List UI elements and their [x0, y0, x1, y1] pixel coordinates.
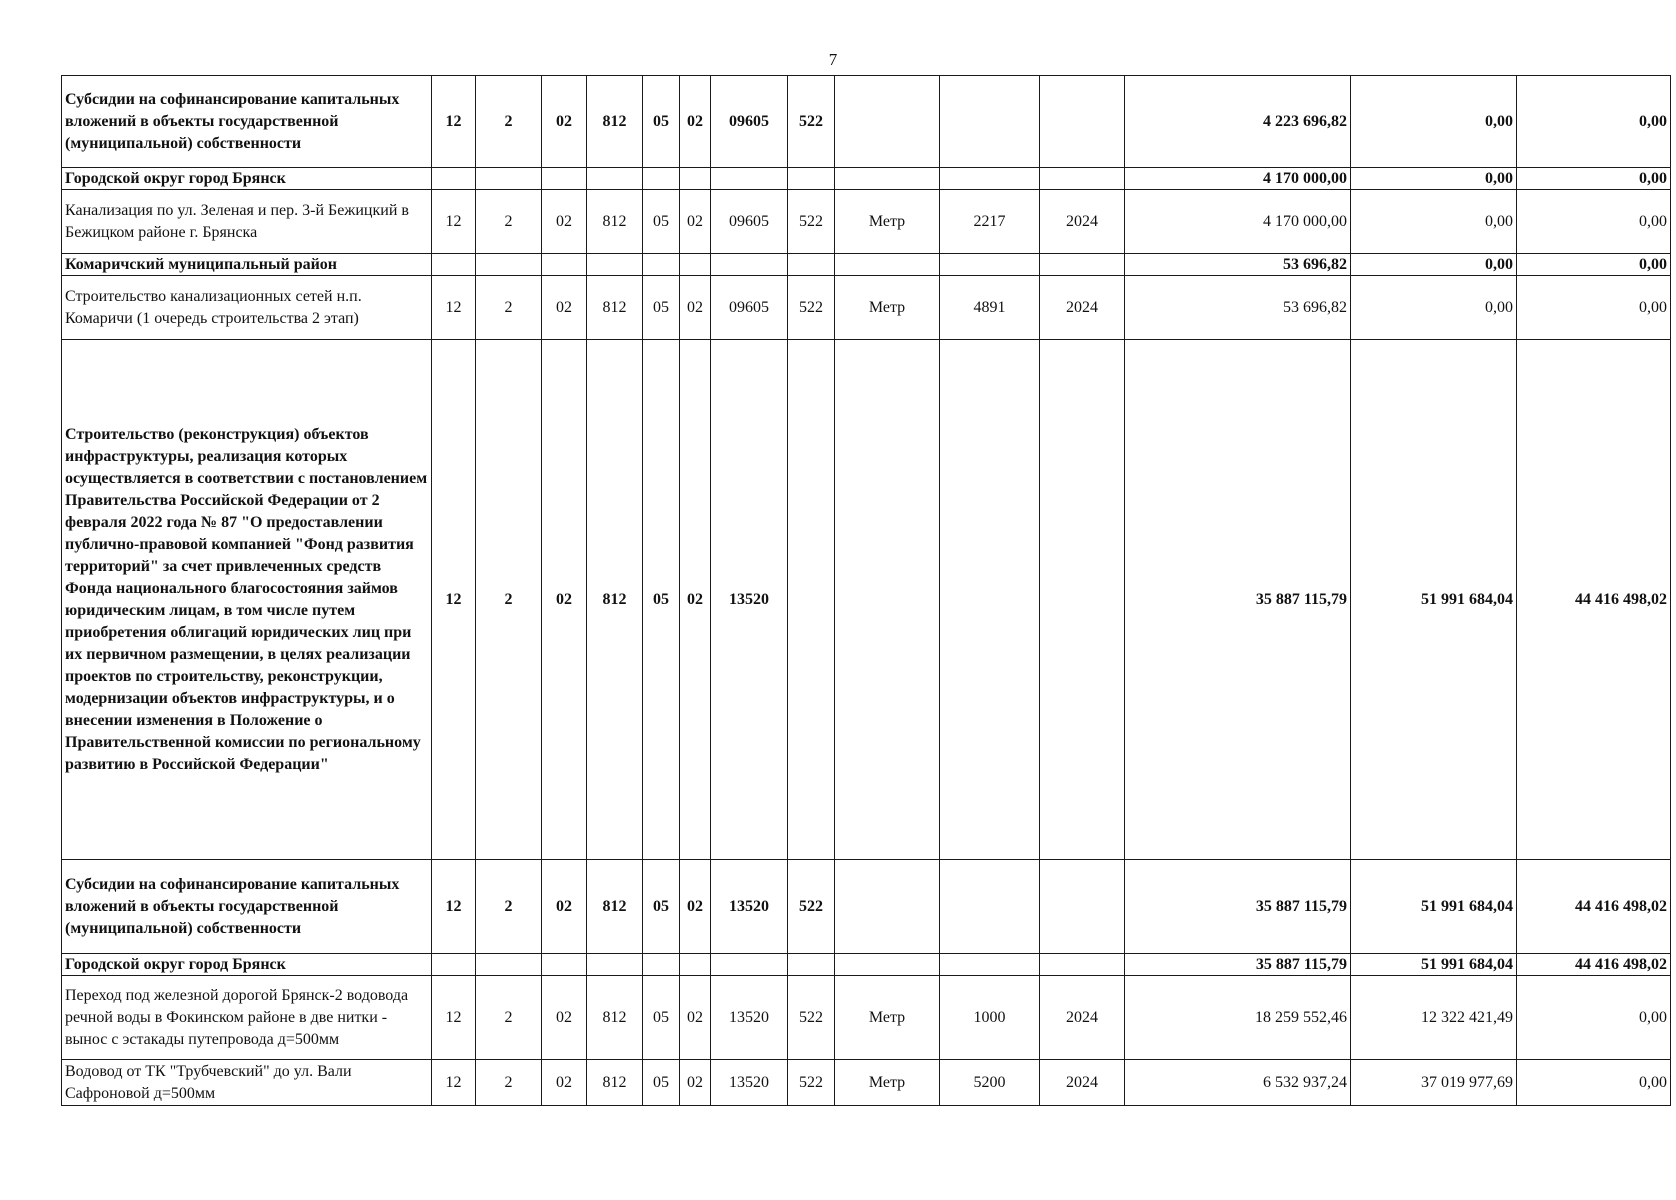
code-section: 05 [643, 190, 680, 254]
amount-year-3: 0,00 [1517, 976, 1671, 1060]
code-activity: 02 [542, 276, 587, 340]
amount-year-3: 44 416 498,02 [1517, 340, 1671, 860]
code-subprogram: 2 [476, 860, 542, 954]
amount-year-1: 18 259 552,46 [1125, 976, 1351, 1060]
code-gp: 12 [432, 976, 476, 1060]
row-name: Субсидии на софинансирование капитальных вложений в объекты государственной (муниципальной) собственности [62, 76, 432, 168]
row-name: Строительство канализационных сетей н.п. Комаричи (1 очередь строительства 2 этап) [62, 276, 432, 340]
table-row [62, 190, 1671, 254]
year-cell: 2024 [1040, 190, 1125, 254]
code-activity: 02 [542, 76, 587, 168]
code-gr: 812 [587, 276, 643, 340]
code-direction [711, 954, 788, 976]
code-expense-type: 522 [788, 190, 835, 254]
table-row [62, 976, 1671, 1060]
amount-year-2: 0,00 [1351, 254, 1517, 276]
code-direction [711, 254, 788, 276]
code-section: 05 [643, 976, 680, 1060]
code-subsection [680, 254, 711, 276]
year-cell: 2024 [1040, 976, 1125, 1060]
amount-year-1: 35 887 115,79 [1125, 860, 1351, 954]
amount-year-2: 37 019 977,69 [1351, 1060, 1517, 1106]
amount-year-2: 0,00 [1351, 276, 1517, 340]
code-section [643, 954, 680, 976]
code-gr: 812 [587, 340, 643, 860]
amount-year-1: 4 170 000,00 [1125, 168, 1351, 190]
amount-year-2: 0,00 [1351, 76, 1517, 168]
code-gr: 812 [587, 976, 643, 1060]
code-activity [542, 168, 587, 190]
code-gp: 12 [432, 340, 476, 860]
amount-year-1: 53 696,82 [1125, 254, 1351, 276]
code-gp [432, 168, 476, 190]
page-number: 7 [828, 50, 838, 69]
capacity-cell [940, 860, 1040, 954]
code-direction: 13520 [711, 1060, 788, 1106]
group-row [62, 954, 1671, 976]
code-subsection [680, 954, 711, 976]
capacity-cell: 1000 [940, 976, 1040, 1060]
code-activity: 02 [542, 340, 587, 860]
code-subsection: 02 [680, 340, 711, 860]
code-section: 05 [643, 276, 680, 340]
amount-year-3: 0,00 [1517, 190, 1671, 254]
row-name: Городской округ город Брянск [62, 168, 432, 190]
code-gp: 12 [432, 276, 476, 340]
year-cell [1040, 340, 1125, 860]
code-subprogram: 2 [476, 276, 542, 340]
code-section: 05 [643, 340, 680, 860]
code-gr: 812 [587, 76, 643, 168]
code-expense-type: 522 [788, 976, 835, 1060]
code-activity [542, 954, 587, 976]
row-name: Водовод от ТК "Трубчевский" до ул. Вали Сафроновой д=500мм [62, 1060, 432, 1106]
code-subsection: 02 [680, 276, 711, 340]
code-expense-type [788, 254, 835, 276]
code-subsection [680, 168, 711, 190]
code-subsection: 02 [680, 860, 711, 954]
amount-year-1: 53 696,82 [1125, 276, 1351, 340]
code-expense-type: 522 [788, 860, 835, 954]
group-row [62, 168, 1671, 190]
unit-cell [835, 254, 940, 276]
capacity-cell [940, 954, 1040, 976]
code-gp: 12 [432, 76, 476, 168]
year-cell [1040, 860, 1125, 954]
code-section: 05 [643, 1060, 680, 1106]
unit-cell: Метр [835, 1060, 940, 1106]
code-subprogram: 2 [476, 340, 542, 860]
year-cell [1040, 168, 1125, 190]
code-subprogram: 2 [476, 76, 542, 168]
code-expense-type [788, 954, 835, 976]
code-expense-type: 522 [788, 276, 835, 340]
amount-year-3: 44 416 498,02 [1517, 860, 1671, 954]
code-gp [432, 954, 476, 976]
unit-cell [835, 860, 940, 954]
code-direction: 13520 [711, 976, 788, 1060]
code-gp: 12 [432, 860, 476, 954]
year-cell: 2024 [1040, 1060, 1125, 1106]
amount-year-1: 35 887 115,79 [1125, 954, 1351, 976]
code-gr [587, 254, 643, 276]
table-row [62, 1060, 1671, 1106]
amount-year-3: 0,00 [1517, 276, 1671, 340]
code-gp: 12 [432, 1060, 476, 1106]
budget-table [61, 75, 1671, 1106]
amount-year-1: 4 170 000,00 [1125, 190, 1351, 254]
amount-year-2: 0,00 [1351, 190, 1517, 254]
table-row [62, 76, 1671, 168]
code-direction: 13520 [711, 340, 788, 860]
code-subprogram [476, 954, 542, 976]
code-activity: 02 [542, 190, 587, 254]
year-cell: 2024 [1040, 276, 1125, 340]
row-name: Строительство (реконструкция) объектов инфраструктуры, реализация которых осуществляется в соответствии с постановлением Правительства Российской Федерации от 2 февраля 2022 года № 87 "О предоставлении публично-правовой компанией "Фонд развития территорий" за счет привлеченных средств Фонда национального благосостояния займов юридическим лицам, в том числе путем приобретения облигаций юридических лиц при их первичном размещении, в целях реализации проектов по строительству, реконструкции, модернизации объектов инфраструктуры, и о внесении изменения в Положение о Правительственной комиссии по региональному развитию в Российской Федерации" [62, 340, 432, 860]
amount-year-3: 0,00 [1517, 168, 1671, 190]
code-gp: 12 [432, 190, 476, 254]
unit-cell [835, 954, 940, 976]
amount-year-2: 12 322 421,49 [1351, 976, 1517, 1060]
code-expense-type [788, 168, 835, 190]
code-section [643, 254, 680, 276]
unit-cell: Метр [835, 976, 940, 1060]
capacity-cell: 4891 [940, 276, 1040, 340]
code-direction [711, 168, 788, 190]
year-cell [1040, 76, 1125, 168]
row-name: Комаричский муниципальный район [62, 254, 432, 276]
code-section: 05 [643, 860, 680, 954]
code-activity: 02 [542, 1060, 587, 1106]
row-name: Городской округ город Брянск [62, 954, 432, 976]
capacity-cell [940, 254, 1040, 276]
code-expense-type: 522 [788, 76, 835, 168]
code-gp [432, 254, 476, 276]
code-gr: 812 [587, 1060, 643, 1106]
code-expense-type [788, 340, 835, 860]
code-subsection: 02 [680, 1060, 711, 1106]
code-gr [587, 168, 643, 190]
year-cell [1040, 954, 1125, 976]
capacity-cell [940, 168, 1040, 190]
table-row [62, 276, 1671, 340]
code-subprogram [476, 254, 542, 276]
code-subprogram: 2 [476, 190, 542, 254]
amount-year-1: 35 887 115,79 [1125, 340, 1351, 860]
code-activity [542, 254, 587, 276]
amount-year-3: 44 416 498,02 [1517, 954, 1671, 976]
year-cell [1040, 254, 1125, 276]
code-gr [587, 954, 643, 976]
code-subsection: 02 [680, 76, 711, 168]
code-subprogram: 2 [476, 1060, 542, 1106]
capacity-cell: 2217 [940, 190, 1040, 254]
capacity-cell: 5200 [940, 1060, 1040, 1106]
unit-cell [835, 76, 940, 168]
amount-year-1: 4 223 696,82 [1125, 76, 1351, 168]
unit-cell [835, 340, 940, 860]
capacity-cell [940, 340, 1040, 860]
table-row [62, 860, 1671, 954]
code-subsection: 02 [680, 976, 711, 1060]
code-direction: 09605 [711, 190, 788, 254]
code-subprogram: 2 [476, 976, 542, 1060]
code-direction: 09605 [711, 276, 788, 340]
amount-year-3: 0,00 [1517, 76, 1671, 168]
row-name: Субсидии на софинансирование капитальных вложений в объекты государственной (муниципальной) собственности [62, 860, 432, 954]
code-section: 05 [643, 76, 680, 168]
code-subprogram [476, 168, 542, 190]
unit-cell [835, 168, 940, 190]
amount-year-3: 0,00 [1517, 254, 1671, 276]
group-row [62, 254, 1671, 276]
unit-cell: Метр [835, 190, 940, 254]
amount-year-1: 6 532 937,24 [1125, 1060, 1351, 1106]
code-subsection: 02 [680, 190, 711, 254]
code-expense-type: 522 [788, 1060, 835, 1106]
amount-year-3: 0,00 [1517, 1060, 1671, 1106]
amount-year-2: 51 991 684,04 [1351, 340, 1517, 860]
code-activity: 02 [542, 976, 587, 1060]
code-direction: 13520 [711, 860, 788, 954]
amount-year-2: 0,00 [1351, 168, 1517, 190]
unit-cell: Метр [835, 276, 940, 340]
capacity-cell [940, 76, 1040, 168]
code-activity: 02 [542, 860, 587, 954]
row-name: Переход под железной дорогой Брянск-2 водовода речной воды в Фокинском районе в две нитки - вынос с эстакады путепровода д=500мм [62, 976, 432, 1060]
row-name: Канализация по ул. Зеленая и пер. 3-й Бежицкий в Бежицком районе г. Брянска [62, 190, 432, 254]
code-gr: 812 [587, 860, 643, 954]
code-direction: 09605 [711, 76, 788, 168]
amount-year-2: 51 991 684,04 [1351, 860, 1517, 954]
code-gr: 812 [587, 190, 643, 254]
code-section [643, 168, 680, 190]
amount-year-2: 51 991 684,04 [1351, 954, 1517, 976]
table-row [62, 340, 1671, 860]
